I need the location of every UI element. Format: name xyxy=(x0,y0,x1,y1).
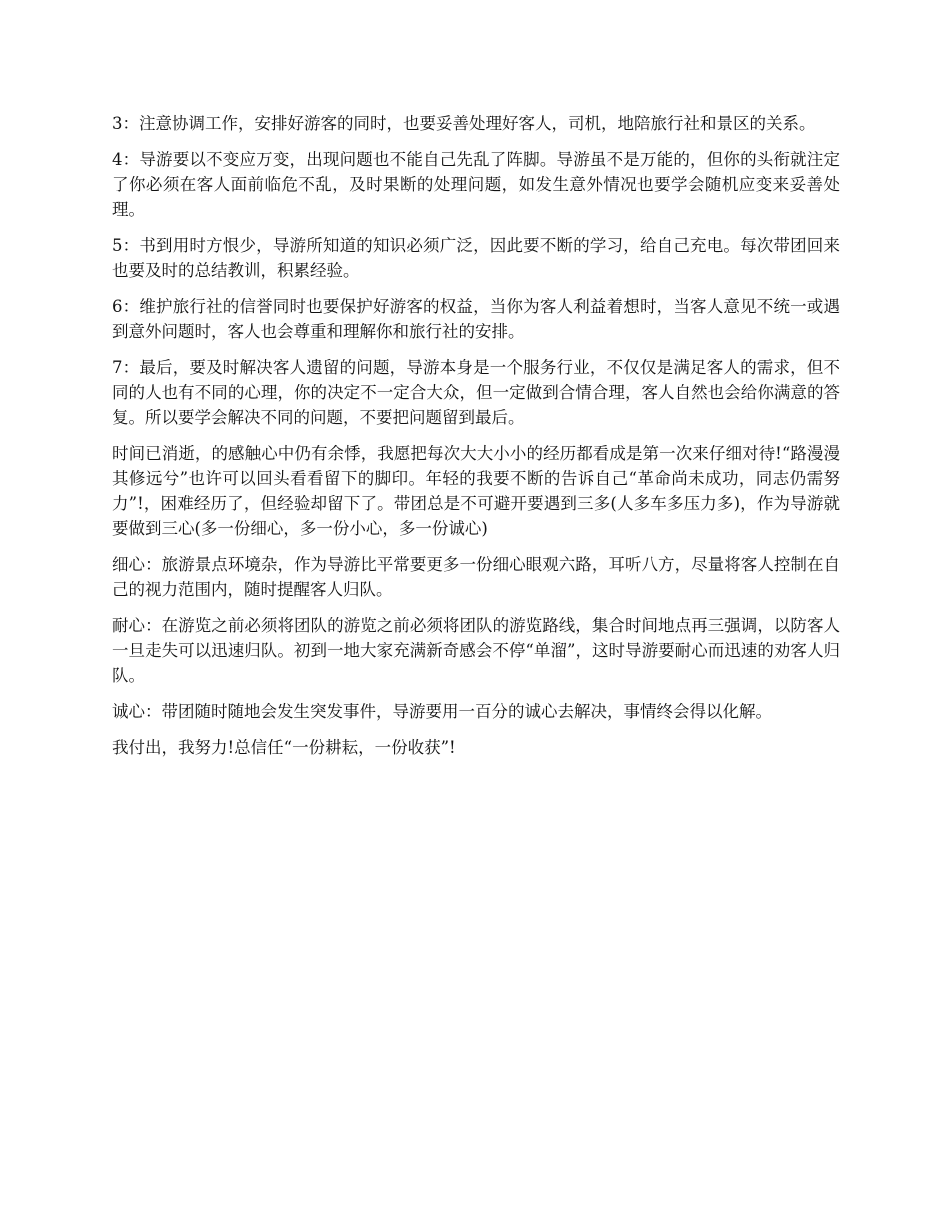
document-body xyxy=(112,111,840,771)
paragraph-point-3: 3：注意协调工作，安排好游客的同时，也要妥善处理好客人，司机，地陪旅行社和景区的关系。 xyxy=(112,114,816,133)
paragraph-reflection: 时间已消逝，的感触心中仍有余悸，我愿把每次大大小小的经历都看成是第一次来仔细对待!“路漫漫其修远兮”也许可以回头看看留下的脚印。年轻的我要不断的告诉自己“革命尚未成功，同志仍需努力”!，困难经历了，但经验却留下了。带团总是不可避开要遇到三多(人多车多压力多)，作为导游就要做到三心(多一份细心，多一份小心，多一份诚心) xyxy=(112,444,840,538)
paragraph-patience: 耐心：在游览之前必须将团队的游览之前必须将团队的游览路线，集合时间地点再三强调，以防客人一旦走失可以迅速归队。初到一地大家充满新奇感会不停“单溜”，这时导游要耐心而迅速的劝客人归队。 xyxy=(112,616,840,685)
paragraph-closing: 我付出，我努力!总信任“一份耕耘，一份收获”! xyxy=(112,738,456,757)
paragraph-sincerity: 诚心：带团随时随地会发生突发事件，导游要用一百分的诚心去解决，事情终会得以化解。 xyxy=(112,702,772,721)
paragraph-point-5: 5：书到用时方恨少，导游所知道的知识必须广泛，因此要不断的学习，给自己充电。每次带团回来也要及时的总结教训，积累经验。 xyxy=(112,236,840,280)
paragraph-point-4: 4：导游要以不变应万变，出现问题也不能自己先乱了阵脚。导游虽不是万能的，但你的头衔就注定了你必须在客人面前临危不乱，及时果断的处理问题，如发生意外情况也要学会随机应变来妥善处理。 xyxy=(112,150,840,219)
paragraph-carefulness: 细心：旅游景点环境杂，作为导游比平常要更多一份细心眼观六路，耳听八方，尽量将客人控制在自己的视力范围内，随时提醒客人归队。 xyxy=(112,555,840,599)
paragraph-point-6: 6：维护旅行社的信誉同时也要保护好游客的权益，当你为客人利益着想时，当客人意见不统一或遇到意外问题时，客人也会尊重和理解你和旅行社的安排。 xyxy=(112,297,840,341)
paragraph-point-7: 7：最后，要及时解决客人遗留的问题，导游本身是一个服务行业，不仅仅是满足客人的需求，但不同的人也有不同的心理，你的决定不一定合大众，但一定做到合情合理，客人自然也会给你满意的答复。所以要学会解决不同的问题，不要把问题留到最后。 xyxy=(112,358,840,427)
